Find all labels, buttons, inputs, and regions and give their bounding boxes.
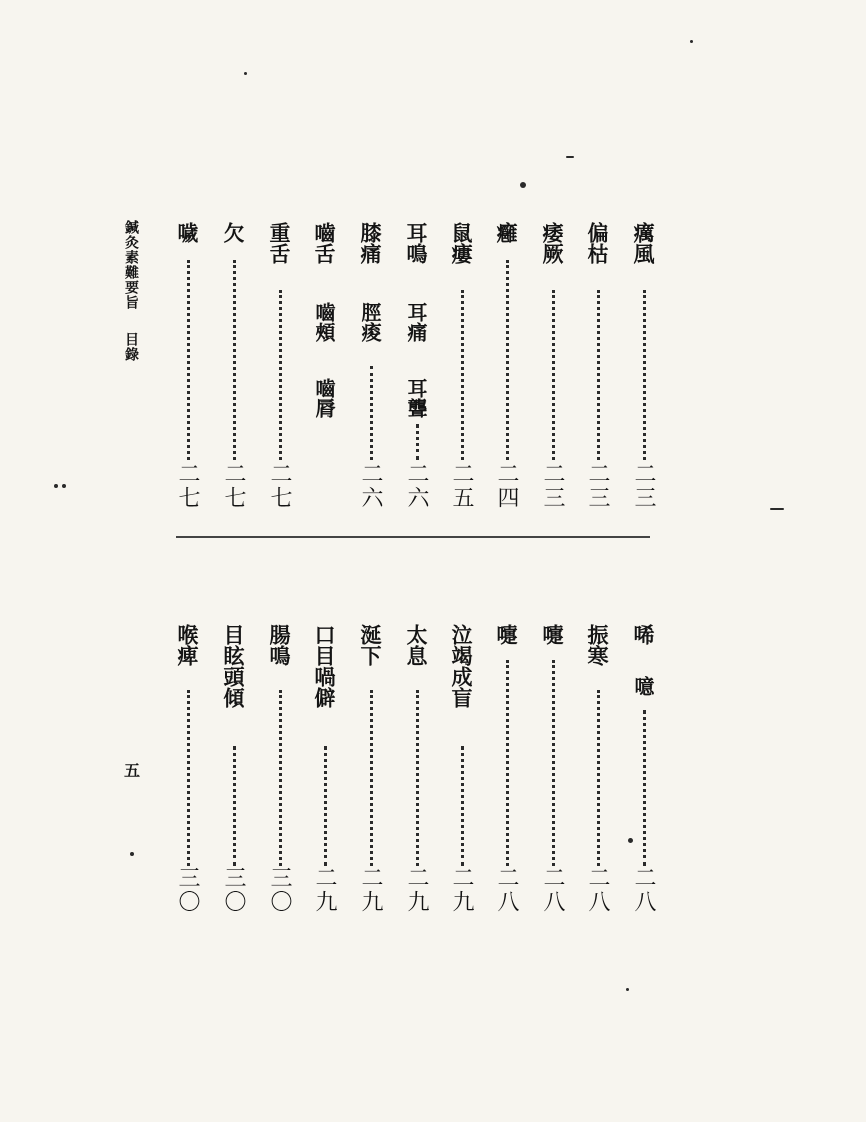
toc-entry-title: 癰 bbox=[494, 222, 519, 243]
paper-speck bbox=[130, 852, 134, 856]
toc-entry-title: 癘風 bbox=[631, 222, 656, 264]
toc-entry-page: 二六 bbox=[404, 462, 429, 510]
toc-entry-subtitle: 噫 bbox=[631, 676, 655, 696]
toc-entry-title: 泣竭成盲 bbox=[449, 624, 474, 708]
paper-speck bbox=[520, 182, 526, 188]
toc-entry-page: 二五 bbox=[449, 462, 474, 510]
toc-entry-title: 腸鳴 bbox=[267, 624, 292, 666]
toc-entry-title: 涎下 bbox=[358, 624, 383, 666]
toc-entry-subtitle: 脛痠 bbox=[358, 302, 382, 342]
toc-entry-page: 二六 bbox=[358, 462, 383, 510]
toc-entry-title: 偏枯 bbox=[585, 222, 610, 264]
toc-entry-title: 唏 bbox=[631, 624, 656, 645]
leader-dots bbox=[370, 690, 377, 866]
leader-dots bbox=[597, 290, 604, 460]
leader-dots bbox=[279, 290, 286, 460]
paper-speck bbox=[62, 484, 66, 488]
section-title: 目錄 bbox=[123, 332, 139, 362]
toc-entry-title: 耳鳴 bbox=[404, 222, 429, 264]
toc-entry-page: 二三 bbox=[631, 462, 656, 510]
toc-entry-page: 二三 bbox=[540, 462, 565, 510]
leader-dots bbox=[461, 290, 468, 460]
toc-entry-subtitle: 嚙頰 bbox=[312, 302, 336, 342]
toc-entry-page: 二八 bbox=[585, 866, 610, 914]
toc-entry-page: 三〇 bbox=[221, 866, 246, 914]
toc-entry-subtitle: 耳痛 bbox=[404, 302, 428, 342]
leader-dots bbox=[597, 690, 604, 866]
leader-dots bbox=[552, 290, 559, 460]
paper-speck bbox=[626, 988, 629, 991]
leader-dots bbox=[416, 690, 423, 866]
toc-entry-title: 嚏 bbox=[494, 624, 519, 645]
toc-entry-title: 嚏 bbox=[540, 624, 565, 645]
toc-entry-page: 二四 bbox=[494, 462, 519, 510]
running-header bbox=[118, 220, 144, 420]
leader-dots bbox=[324, 746, 331, 866]
toc-entry-title: 鼠瘻 bbox=[449, 222, 474, 264]
toc-entry-page: 二三 bbox=[585, 462, 610, 510]
toc-entry-title: 太息 bbox=[404, 624, 429, 666]
toc-entry-page: 二八 bbox=[540, 866, 565, 914]
section-divider bbox=[176, 536, 650, 538]
paper-speck bbox=[690, 40, 693, 43]
page-number: 五 bbox=[124, 761, 141, 780]
toc-entry-page: 二九 bbox=[449, 866, 474, 914]
leader-dots bbox=[643, 710, 650, 866]
paper-speck bbox=[770, 508, 784, 510]
toc-entry-title: 噦 bbox=[175, 222, 200, 243]
toc-entry-title: 欠 bbox=[221, 222, 246, 243]
toc-entry-subtitle: 嚙脣 bbox=[312, 378, 336, 418]
leader-dots bbox=[461, 746, 468, 866]
toc-entry-title: 目眩頭傾 bbox=[221, 624, 246, 708]
paper-speck bbox=[244, 72, 247, 75]
toc-entry-title: 口目喎僻 bbox=[312, 624, 337, 708]
toc-entry-page: 二九 bbox=[312, 866, 337, 914]
toc-entry-title: 振寒 bbox=[585, 624, 610, 666]
toc-entry-page: 二七 bbox=[221, 462, 246, 510]
toc-entry-page: 三〇 bbox=[175, 866, 200, 914]
toc-entry-title: 嚙舌 bbox=[312, 222, 337, 264]
leader-dots bbox=[506, 260, 513, 460]
leader-dots bbox=[506, 660, 513, 866]
toc-entry-page: 二八 bbox=[631, 866, 656, 914]
paper-speck bbox=[54, 484, 58, 488]
leader-dots bbox=[233, 260, 240, 460]
toc-entry-page: 二九 bbox=[358, 866, 383, 914]
paper-speck bbox=[566, 156, 574, 158]
toc-entry-title: 膝痛 bbox=[358, 222, 383, 264]
toc-entry-page: 二八 bbox=[494, 866, 519, 914]
toc-entry-page: 三〇 bbox=[267, 866, 292, 914]
paper-speck bbox=[628, 838, 633, 843]
leader-dots bbox=[279, 690, 286, 866]
leader-dots bbox=[416, 424, 423, 460]
leader-dots bbox=[643, 290, 650, 460]
leader-dots bbox=[370, 366, 377, 460]
toc-entry-title: 喉痺 bbox=[175, 624, 200, 666]
leader-dots bbox=[552, 660, 559, 866]
toc-entry-page: 二七 bbox=[175, 462, 200, 510]
toc-entry-subtitle: 耳聾 bbox=[404, 378, 428, 418]
toc-entry-title: 痿厥 bbox=[540, 222, 565, 264]
toc-entry-page: 二七 bbox=[267, 462, 292, 510]
toc-entry-page: 二九 bbox=[404, 866, 429, 914]
leader-dots bbox=[187, 260, 194, 460]
toc-entry-title: 重舌 bbox=[267, 222, 292, 264]
leader-dots bbox=[187, 690, 194, 866]
leader-dots bbox=[233, 746, 240, 866]
book-title: 鍼灸素難要旨 bbox=[123, 220, 139, 310]
